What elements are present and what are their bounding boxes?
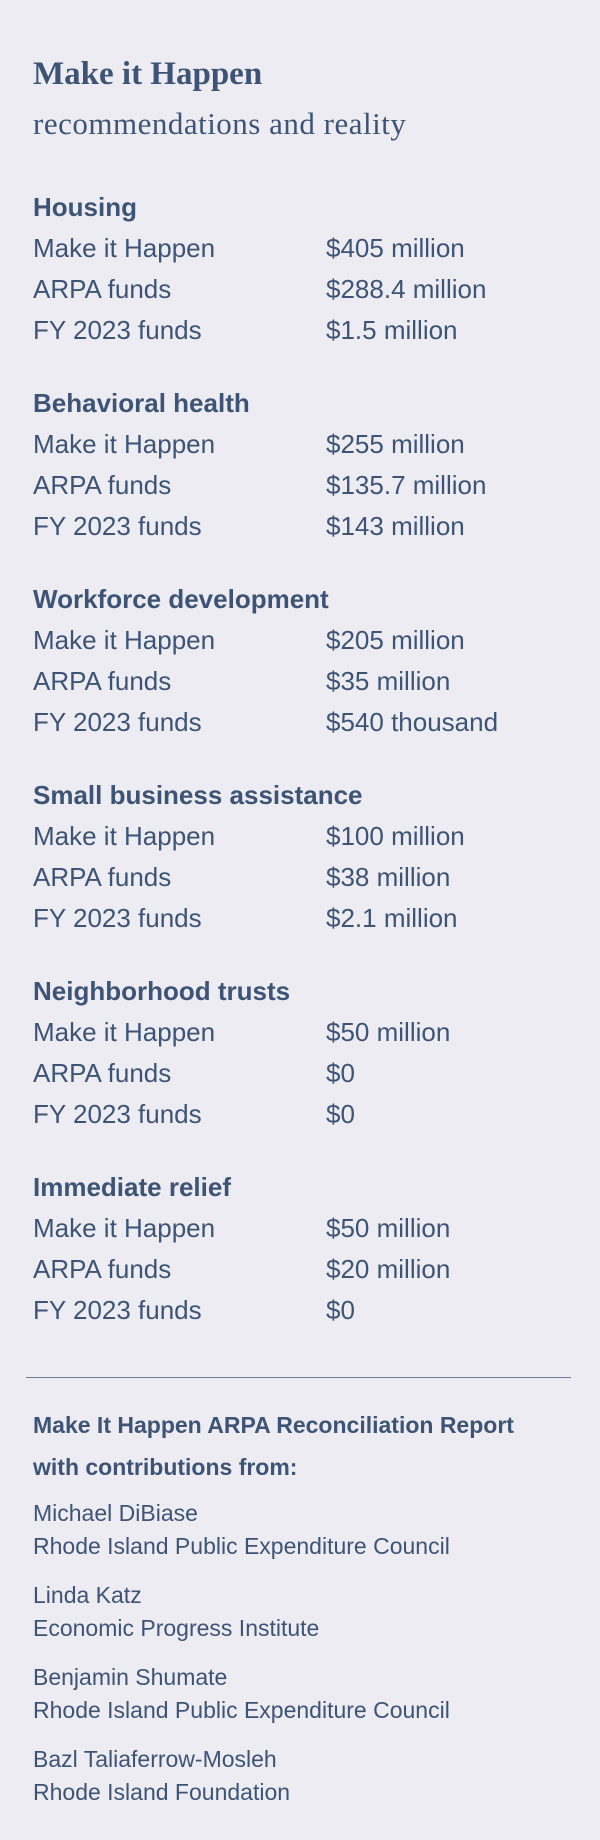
funding-row [33,898,573,939]
funding-row [33,1290,573,1331]
row-value: $205 million [326,625,465,655]
row-value: $288.4 million [326,274,487,304]
row-label: Make it Happen [33,1017,216,1047]
funding-row [33,1249,573,1290]
row-label: ARPA funds [33,862,172,892]
contributor-org: Rhode Island Public Expenditure Council [33,1533,450,1559]
row-value: $0 [326,1099,355,1129]
contributor [33,1579,573,1661]
contributor [33,1497,573,1579]
contributor-name: Linda Katz [33,1582,142,1608]
section-heading: Workforce development [33,584,329,614]
funding-row [33,310,573,351]
funding-section [33,1166,573,1362]
report-subtitle: with contributions from: [33,1454,298,1480]
row-label: ARPA funds [33,470,172,500]
row-value: $1.5 million [326,315,458,345]
funding-section [33,578,573,774]
section-heading: Housing [33,192,137,222]
row-value: $20 million [326,1254,451,1284]
row-value: $143 million [326,511,465,541]
row-value: $2.1 million [326,903,458,933]
section-heading: Immediate relief [33,1172,231,1202]
row-label: Make it Happen [33,821,216,851]
row-label: FY 2023 funds [33,903,202,933]
row-value: $100 million [326,821,465,851]
funding-row [33,1094,573,1135]
row-label: FY 2023 funds [33,1099,202,1129]
page-subtitle: recommendations and reality [33,106,407,141]
row-value: $405 million [326,233,465,263]
funding-row [33,228,573,269]
row-label: Make it Happen [33,233,216,263]
funding-row [33,424,573,465]
page-title: Make it Happen [33,56,263,92]
funding-section [33,382,573,578]
funding-section [33,774,573,970]
funding-row [33,702,573,743]
section-heading: Small business assistance [33,780,363,810]
contributor-name: Michael DiBiase [33,1500,198,1526]
contributors-list [33,1497,573,1825]
row-label: Make it Happen [33,625,216,655]
section-heading: Neighborhood trusts [33,976,291,1006]
contributor [33,1661,573,1743]
row-value: $0 [326,1058,355,1088]
row-label: Make it Happen [33,1213,216,1243]
row-label: Make it Happen [33,429,216,459]
row-value: $50 million [326,1017,451,1047]
funding-row [33,1053,573,1094]
contributor-org: Rhode Island Foundation [33,1779,291,1805]
funding-row [33,620,573,661]
divider [26,1377,571,1378]
row-label: FY 2023 funds [33,511,202,541]
report-title: Make It Happen ARPA Reconciliation Report [33,1412,514,1438]
funding-sections [33,186,573,1362]
funding-section [33,970,573,1166]
report-credit [33,1404,573,1488]
funding-row [33,857,573,898]
funding-row [33,269,573,310]
funding-row [33,816,573,857]
contributor-name: Benjamin Shumate [33,1664,228,1690]
funding-section [33,186,573,382]
row-value: $255 million [326,429,465,459]
row-label: ARPA funds [33,1058,172,1088]
contributor [33,1743,573,1825]
row-value: $540 thousand [326,707,499,737]
row-label: FY 2023 funds [33,315,202,345]
contributor-org: Rhode Island Public Expenditure Council [33,1697,450,1723]
funding-row [33,465,573,506]
row-label: ARPA funds [33,666,172,696]
contributor-org: Economic Progress Institute [33,1615,320,1641]
row-label: FY 2023 funds [33,1295,202,1325]
row-label: ARPA funds [33,274,172,304]
row-value: $0 [326,1295,355,1325]
contributor-name: Bazl Taliaferrow-Mosleh [33,1746,277,1772]
row-value: $38 million [326,862,451,892]
funding-row [33,506,573,547]
section-heading: Behavioral health [33,388,250,418]
row-value: $135.7 million [326,470,487,500]
funding-row [33,1012,573,1053]
funding-row [33,1208,573,1249]
row-label: FY 2023 funds [33,707,202,737]
row-label: ARPA funds [33,1254,172,1284]
funding-row [33,661,573,702]
row-value: $50 million [326,1213,451,1243]
row-value: $35 million [326,666,451,696]
